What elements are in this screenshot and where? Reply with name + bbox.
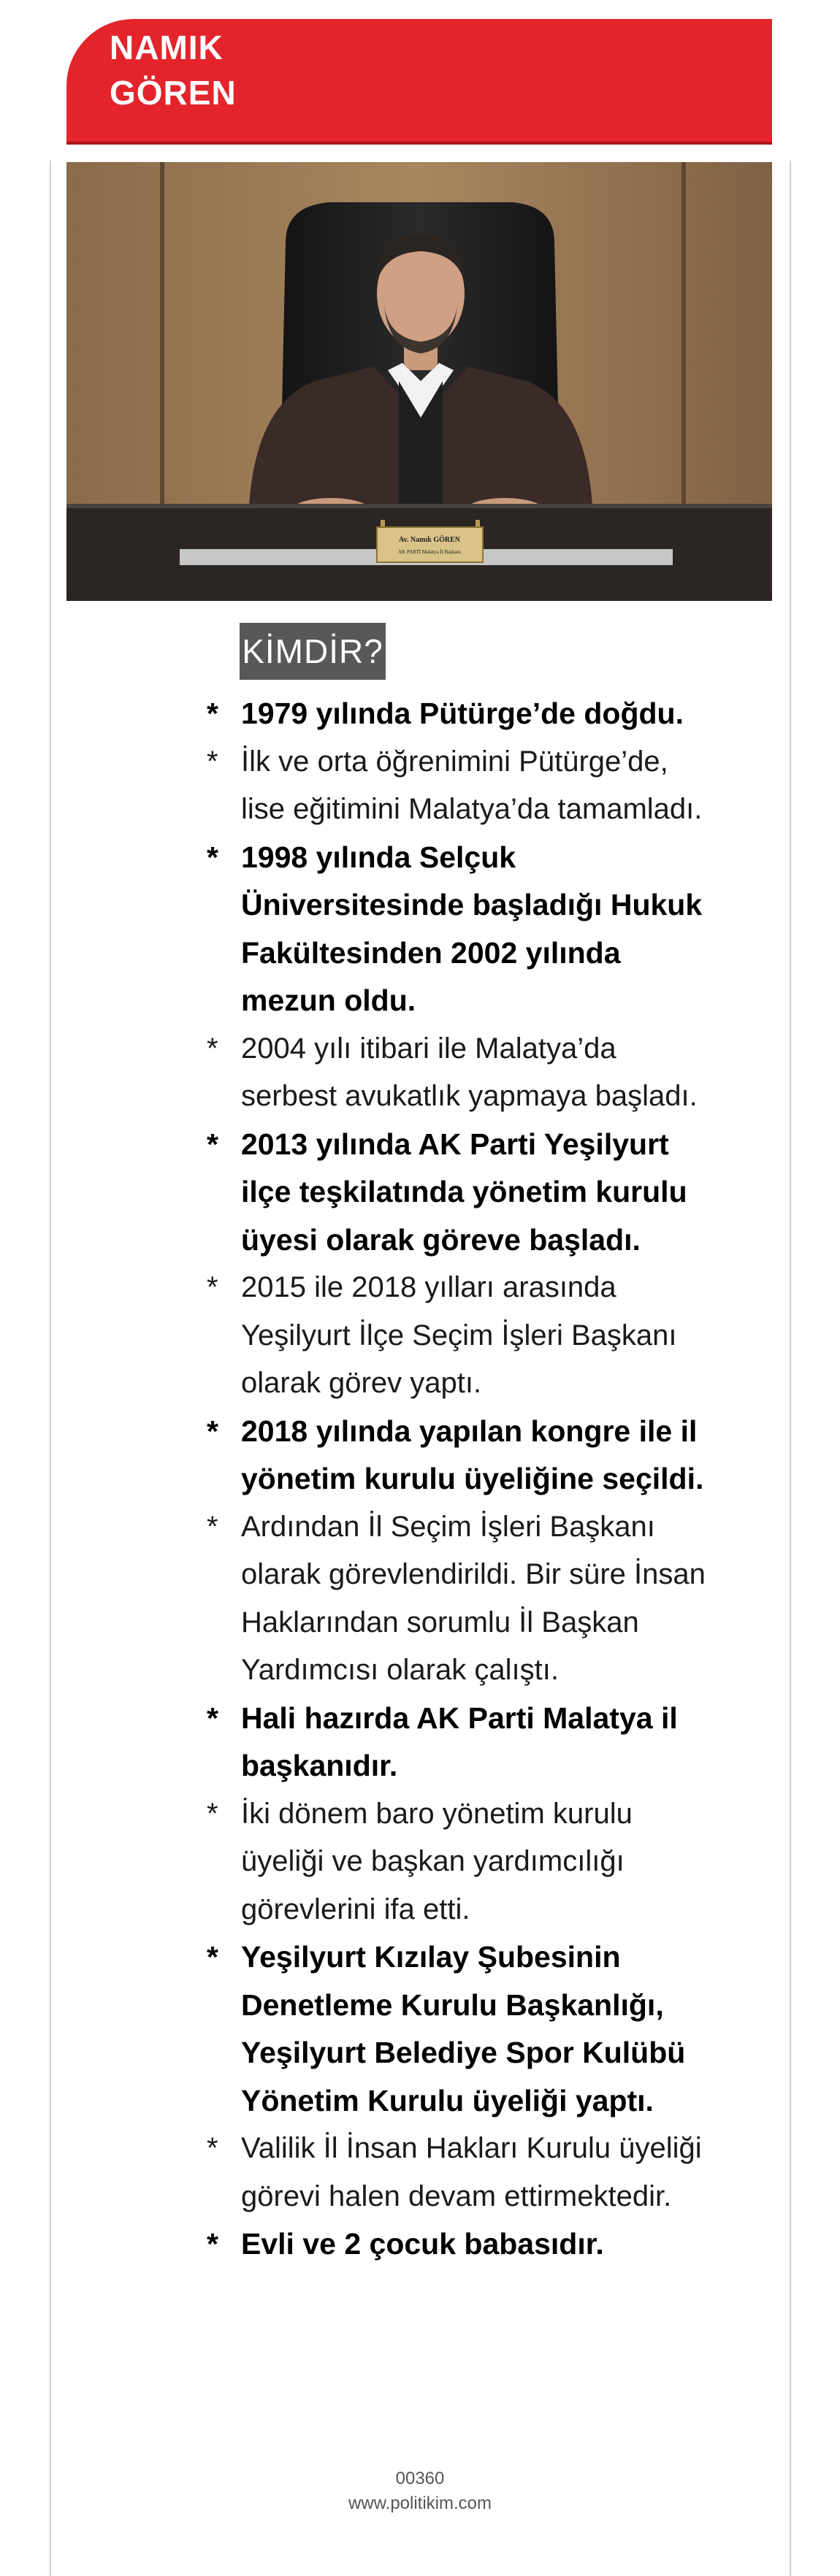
bio-line: Yeşilyurt İlçe Seçim İşleri Başkanı [241,1319,677,1352]
bio-line: Yeşilyurt Kızılay Şubesinin [241,1940,621,1974]
bio-line: Valilik İl İnsan Hakları Kurulu üyeliği [241,2132,702,2164]
bio-line: başkanıdır. [241,1749,398,1782]
bio-line: olarak görevlendirildi. Bir süre İnsan [241,1558,706,1590]
bullet-asterisk: * [207,2132,218,2164]
header-name [110,25,237,115]
page-border-left [50,161,51,2576]
portrait-illustration [66,162,772,601]
bio-line: üyesi olarak göreve başladı. [241,1222,641,1257]
bio-line: Haklarından sorumlu İl Başkan [241,1606,639,1638]
bio-line: Yönetim Kurulu üyeliği yaptı. [241,2083,654,2117]
bio-line: Hali hazırda AK Parti Malatya il [241,1701,678,1735]
bio-line: Denetleme Kurulu Başkanlığı, [241,1987,664,2022]
section-title: KİMDİR? [240,623,386,680]
header-name-line2: GÖREN [110,74,237,112]
website-link[interactable]: www.politikim.com [348,2493,492,2513]
bio-line: 2013 yılında AK Parti Yeşilyurt [241,1127,669,1161]
bio-line: Yardımcısı olarak çalıştı. [241,1654,559,1686]
bio-item [207,1264,762,1408]
bio-line: serbest avukatlık yapmaya başladı. [241,1080,698,1112]
bio-line: 1998 yılında Selçuk [241,840,516,874]
bullet-asterisk: * [207,1797,218,1830]
bio-line: olarak görev yaptı. [241,1367,482,1399]
bio-item [207,1408,762,1503]
footer [0,2466,840,2516]
bio-list [207,690,762,2269]
bio-item [207,2220,762,2269]
bio-item [207,1695,762,1790]
bio-line: 2004 yılı itibari ile Malatya’da [241,1032,616,1065]
bio-line: 2015 ile 2018 yılları arasında [241,1271,616,1303]
bullet-asterisk: * [207,697,218,730]
bio-line: Yeşilyurt Belediye Spor Kulübü [241,2036,686,2069]
bio-line: lise eğitimini Malatya’da tamamladı. [241,793,703,825]
nameplate-line2: AK PARTİ Malatya İl Başkanı [397,549,462,555]
page-border-right [790,161,791,2576]
bio-line: Ardından İl Seçim İşleri Başkanı [241,1510,655,1543]
bio-item [207,738,762,834]
bio-item [207,1025,762,1121]
bio-line: Evli ve 2 çocuk babasıdır. [241,2227,604,2261]
bullet-asterisk: * [207,1127,218,1161]
bullet-asterisk: * [207,745,218,778]
bio-item [207,690,762,738]
desk-edge [66,504,772,508]
bullet-asterisk: * [207,1414,218,1448]
nameplate [377,527,483,562]
bio-line: Üniversitesinde başladığı Hukuk [241,888,703,921]
bio-item [207,1503,762,1695]
portrait-photo [66,162,772,601]
header-name-line1: NAMIK [110,28,224,66]
bio-line: üyeliği ve başkan yardımcılığı [241,1845,625,1877]
bio-line: 1979 yılında Pütürge’de doğdu. [241,697,684,730]
bio-item [207,1933,762,2125]
bullet-asterisk: * [207,1701,218,1735]
bio-item [207,1121,762,1265]
bio-item [207,834,762,1025]
bio-line: yönetim kurulu üyeliğine seçildi. [241,1462,704,1495]
nameplate-line1: Av. Namık GÖREN [399,536,460,544]
bullet-asterisk: * [207,2227,218,2261]
page-number: 00360 [395,2469,445,2488]
bio-line: mezun oldu. [241,984,416,1017]
bio-line: 2018 yılında yapılan kongre ile il [241,1414,698,1448]
bio-line: ilçe teşkilatında yönetim kurulu [241,1175,687,1208]
bullet-asterisk: * [207,1271,218,1303]
bio-line: Fakültesinden 2002 yılında [241,935,621,970]
bullet-asterisk: * [207,1032,218,1065]
bio-line: İki dönem baro yönetim kurulu [241,1797,633,1830]
bullet-asterisk: * [207,1510,218,1543]
bio-item [207,2125,762,2220]
bullet-asterisk: * [207,840,218,874]
bio-line: İlk ve orta öğrenimini Pütürge’de, [241,745,668,778]
bio-line: görevi halen devam ettirmektedir. [241,2180,672,2212]
bio-line: görevlerini ifa etti. [241,1893,470,1925]
bio-item [207,1790,762,1934]
bullet-asterisk: * [207,1940,218,1974]
